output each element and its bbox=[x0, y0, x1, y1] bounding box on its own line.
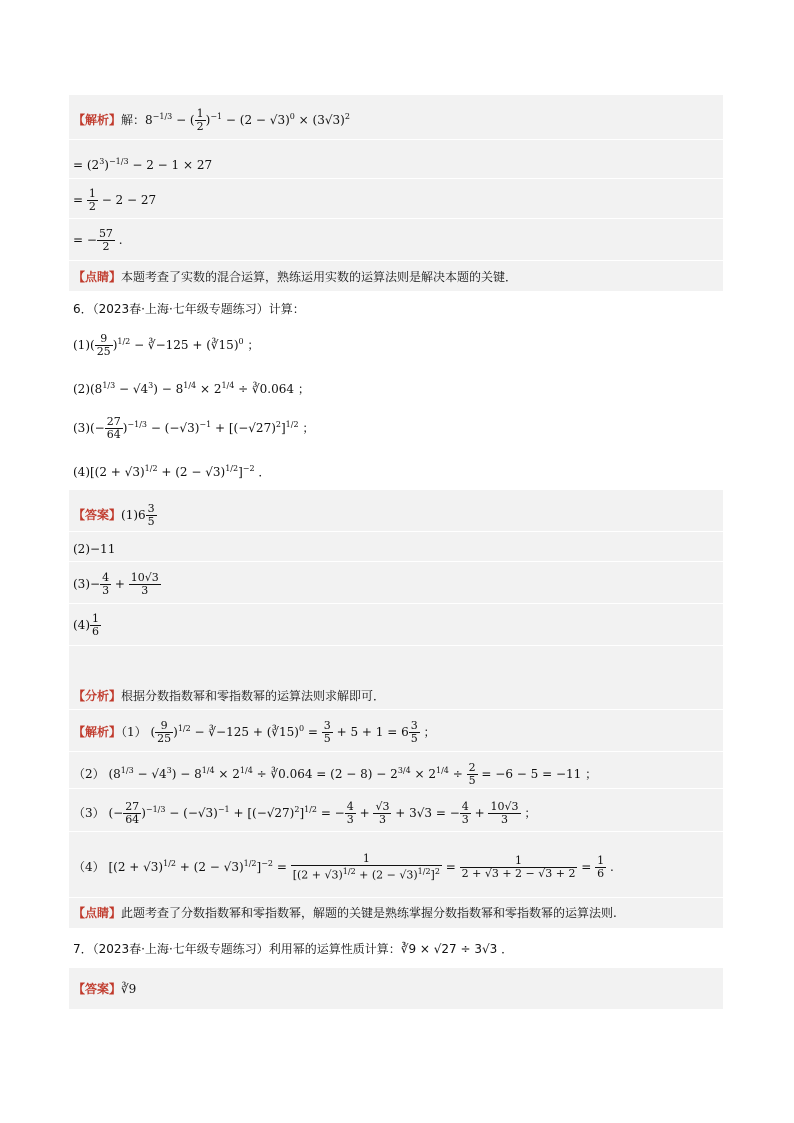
q5-dianjing bbox=[73, 268, 517, 286]
q6-part-4: $(4)[(2 + √3)^{1/2} + (2 - √3)^{1/2}]^{-2}$ ． bbox=[73, 464, 271, 479]
q5-step-1: = $(2^3)^{-1/3} - 2 - 1 \times 27$ bbox=[73, 157, 213, 172]
answer-label: 【答案】 bbox=[73, 982, 122, 996]
divider bbox=[69, 897, 723, 898]
q7-answer-value: ∛9 bbox=[121, 982, 137, 996]
dianjing-label: 【点睛】 bbox=[73, 270, 122, 284]
q5-step-3: = − $\frac{57}{2}$ . bbox=[73, 227, 123, 253]
q5-expression: $8^{-1/3}$ − ( $\frac{1}{2}$ )$^{-1} - (2 - √3)^0 \times (3√3)^2$ bbox=[145, 107, 350, 133]
q6-fenxi bbox=[73, 687, 385, 705]
q5-step-2: = $\frac{1}{2}$ − 2 − 27 bbox=[73, 187, 157, 213]
q6-answer-2: (2)−11 bbox=[73, 542, 116, 556]
q6-solution-4: （4） $[(2 + √3)^{1/2} + (2 - √3)^{1/2}]^{-2}$ = $\frac{1}{[(2 + √3)^{1/2} + (2 - √3)^{1/2}]^2}$ = $\frac{1}{2 + √3 + 2 - √3 + 2}$ = $\frac{1}{6}$ . bbox=[73, 852, 614, 882]
divider bbox=[69, 603, 723, 604]
q7-answer bbox=[73, 980, 136, 998]
dianjing-label: 【点睛】 bbox=[73, 906, 122, 920]
divider bbox=[69, 139, 723, 140]
answer-band-q6 bbox=[69, 490, 723, 686]
divider bbox=[69, 531, 723, 532]
divider bbox=[69, 178, 723, 179]
jiexi-label: 【解析】 bbox=[73, 725, 122, 739]
q6-solution-2: （2） $(8^{1/3} - √4^3) - 8^{1/4} \times 2^{1/4}$ ÷ ∛0.064 = $(2 - 8) - 2^{3/4} \times 2^{1/4}$ ÷ $\frac{2}{5}$ = −6 − 5 = −11 ； bbox=[73, 761, 598, 787]
q6-answer-4: (4) $\frac{1}{6}$ bbox=[73, 612, 99, 638]
q6-part-1: (1)( $\frac{9}{25}$ )$^{1/2}$ − ∛−125 + (∛15)$^0$ ； bbox=[73, 332, 260, 358]
jiexi-lead: 解： bbox=[121, 113, 146, 127]
divider bbox=[69, 260, 723, 261]
fenxi-label: 【分析】 bbox=[73, 689, 122, 703]
answer-label: 【答案】 bbox=[73, 508, 122, 522]
q6-part-3: (3)(− $\frac{27}{64}$ )$^{-1/3} - (-√3)^{-1} + [(-√27)^2]^{1/2}$ ； bbox=[73, 415, 315, 441]
q6-dianjing bbox=[73, 904, 617, 922]
fenxi-text: 根据分数指数幂和零指数幂的运算法则求解即可． bbox=[121, 689, 386, 703]
divider bbox=[69, 709, 723, 710]
q5-jiexi-line bbox=[73, 108, 350, 133]
divider bbox=[69, 831, 723, 832]
divider bbox=[69, 751, 723, 752]
divider bbox=[69, 788, 723, 789]
jiexi-label: 【解析】 bbox=[73, 113, 122, 127]
q6-answer-1: 【答案】(1)6 $\frac{3}{5}$ bbox=[73, 502, 155, 528]
divider bbox=[69, 218, 723, 219]
q6-answer-3: (3)− $\frac{4}{3}$ + $\frac{10√3}{3}$ bbox=[73, 571, 159, 597]
divider bbox=[69, 561, 723, 562]
answer-band-q7 bbox=[69, 968, 723, 1009]
q6-stem: 6．（2023春·上海·七年级专题练习）计算： bbox=[73, 302, 305, 316]
q6-part-2: $(2)(8^{1/3} - √4^3) - 8^{1/4} \times 2^{1/4}$ ÷ ∛0.064 ； bbox=[73, 381, 310, 396]
q6-solution-3: （3） (− $\frac{27}{64}$ )$^{-1/3} - (-√3)^{-1} + [(-√27)^2]^{1/2}$ = − $\frac{4}{3}$ + $\frac{√3}{3}$ + 3√3 = − $\frac{4}{3}$ + $\frac{10√3}{3}$ ； bbox=[73, 800, 537, 826]
divider bbox=[69, 645, 723, 646]
q6-solution-1: 【解析】（1） ( $\frac{9}{25}$ )$^{1/2}$ − ∛−125 + (∛15)$^0$ = $\frac{3}{5}$ + 5 + 1 = 6 $\frac{3}{5}$ ； bbox=[73, 719, 436, 745]
dianjing-text: 本题考查了实数的混合运算，熟练运用实数的运算法则是解决本题的关键． bbox=[121, 270, 518, 284]
dianjing-text: 此题考查了分数指数幂和零指数幂，解题的关键是熟练掌握分数指数幂和零指数幂的运算法则. bbox=[121, 906, 617, 920]
q7-stem: 7．（2023春·上海·七年级专题练习）利用幂的运算性质计算：∛9 × √27 ÷ 3√3 ． bbox=[73, 942, 514, 956]
